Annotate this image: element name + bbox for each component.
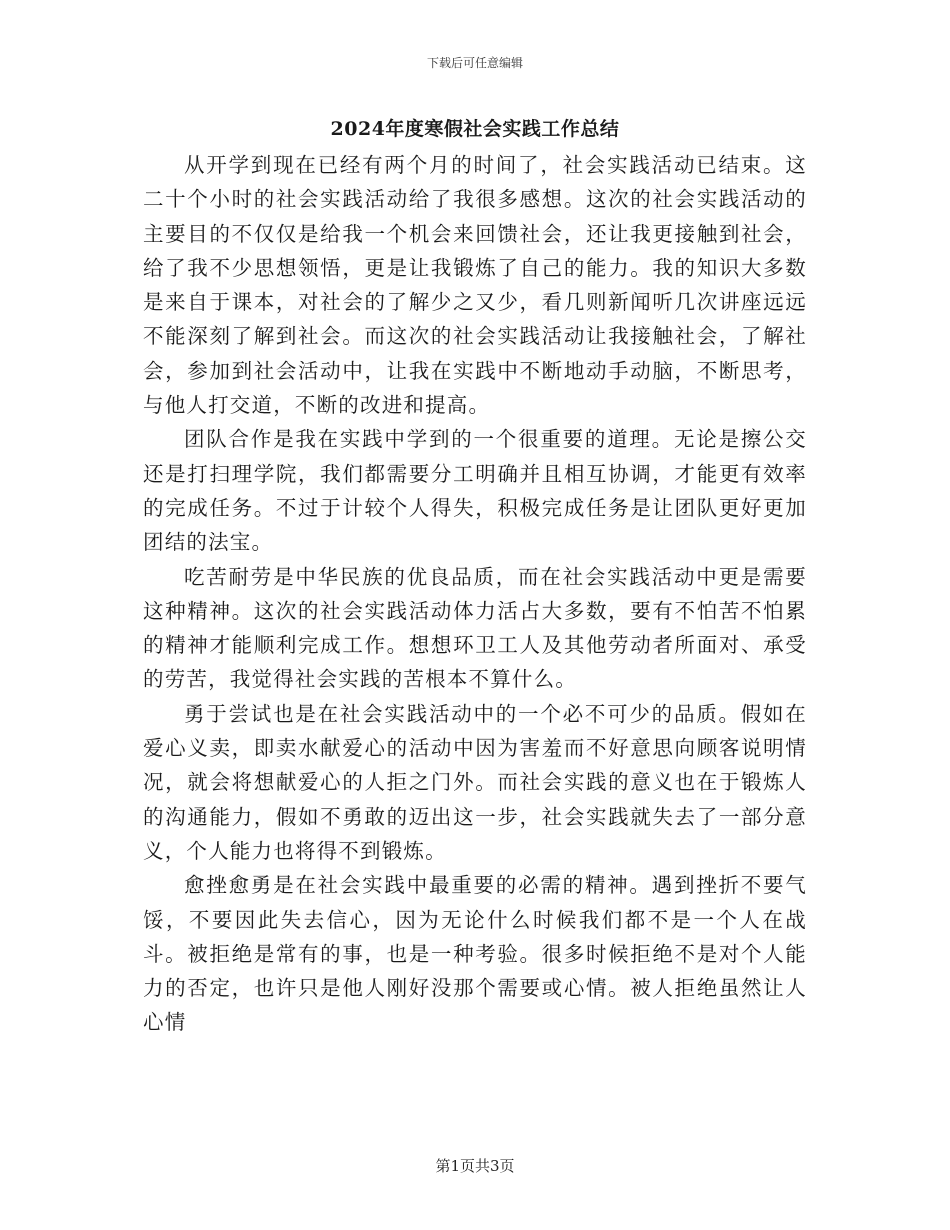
paragraph-3: 吃苦耐劳是中华民族的优良品质，而在社会实践活动中更是需要这种精神。这次的社会实践活动体力活占大多数，要有不怕苦不怕累的精神才能顺利完成工作。想想环卫工人及其他劳动者所面对、承受的劳苦，我觉得社会实践的苦根本不算什么。 [143,564,807,692]
paragraph-2: 团队合作是我在实践中学到的一个很重要的道理。无论是擦公交还是打扫理学院，我们都需要分工明确并且相互协调，才能更有效率的完成任务。不过于计较个人得失，积极完成任务是让团队更好更加团结的法宝。 [143,427,807,555]
document-body [143,148,807,1040]
paragraph-4: 勇于尝试也是在社会实践活动中的一个必不可少的品质。假如在爱心义卖，即卖水献爱心的活动中因为害羞而不好意思向顾客说明情况，就会将想献爱心的人拒之门外。而社会实践的意义也在于锻炼人的沟通能力，假如不勇敢的迈出这一步，社会实践就失去了一部分意义，个人能力也将得不到锻炼。 [143,701,807,863]
header-note: 下载后可任意编辑 [426,56,523,70]
document-title: 2024年度寒假社会实践工作总结 [330,118,620,140]
paragraph-1: 从开学到现在已经有两个月的时间了，社会实践活动已结束。这二十个小时的社会实践活动给了我很多感想。这次的社会实践活动的主要目的不仅仅是给我一个机会来回馈社会，还让我更接触到社会，给了我不少思想领悟，更是让我锻炼了自己的能力。我的知识大多数是来自于课本，对社会的了解少之又少，看几则新闻听几次讲座远远不能深刻了解到社会。而这次的社会实践活动让我接触社会，了解社会，参加到社会活动中，让我在实践中不断地动手动脑，不断思考，与他人打交道，不断的改进和提高。 [143,153,807,418]
paragraph-5: 愈挫愈勇是在社会实践中最重要的必需的精神。遇到挫折不要气馁，不要因此失去信心，因为无论什么时候我们都不是一个人在战斗。被拒绝是常有的事，也是一种考验。很多时候拒绝不是对个人能力的否定，也许只是他人刚好没那个需要或心情。被人拒绝虽然让人心情 [143,873,807,1035]
page-number: 第1页共3页 [435,1157,515,1175]
